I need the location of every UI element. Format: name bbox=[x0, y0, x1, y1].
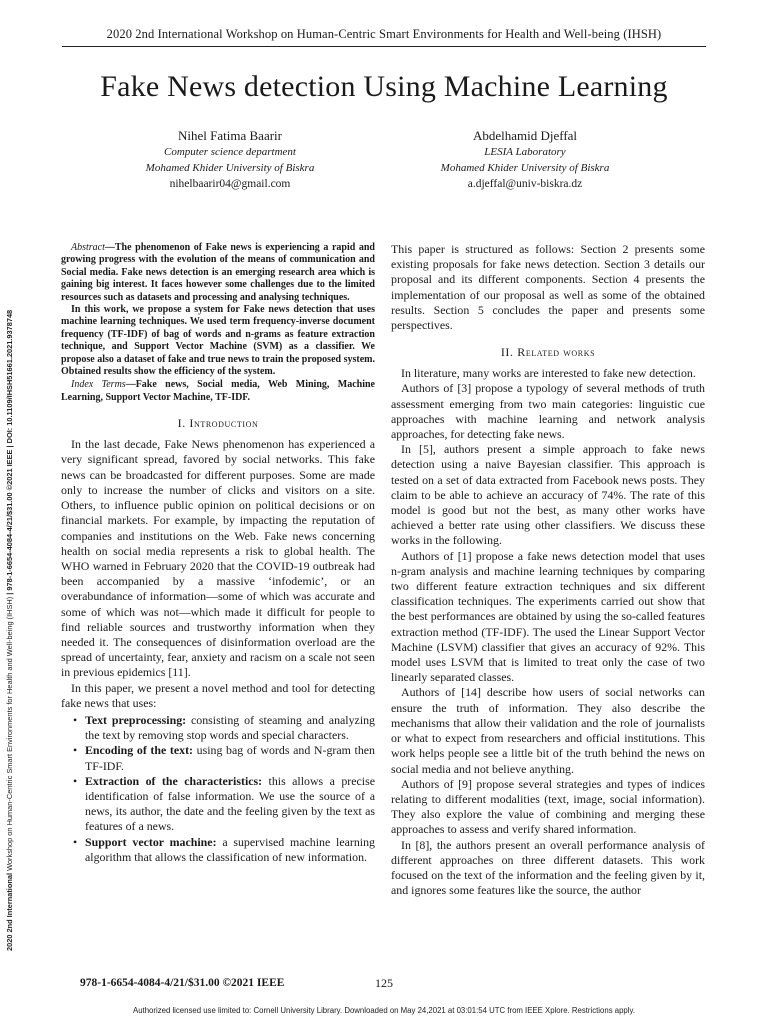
list-item-term: Text preprocessing: bbox=[85, 712, 187, 727]
bullet-icon: • bbox=[73, 834, 78, 849]
page-number: 125 bbox=[375, 976, 393, 990]
list-item-term: Extraction of the characteristics: bbox=[85, 773, 263, 788]
list-item bbox=[61, 713, 375, 743]
author-name: Abdelhamid Djeffal bbox=[472, 128, 578, 143]
body-paragraph: In [5], authors present a simple approach to fake news detection using a naive Bayesian classifier. This approach is tested on a set of data extracted from Facebook news posts. They claim to be able to achieve an accuracy of 74%. The rate of this model is good but not the best, as many other works have achieved a better rate using other classifiers. We discuss these works in the following. bbox=[391, 442, 705, 548]
side-doi-stamp bbox=[5, 131, 17, 951]
introduction-body bbox=[61, 437, 375, 711]
related-works-body bbox=[391, 366, 705, 898]
author-institution: Mohamed Khider University of Biskra bbox=[440, 162, 610, 174]
section-title: Introduction bbox=[189, 416, 259, 431]
list-item-term: Encoding of the text: bbox=[85, 743, 194, 758]
author-department: Computer science department bbox=[164, 146, 296, 158]
body-paragraph: Authors of [1] propose a fake news detection model that uses n-gram analysis and machine learning techniques by comparing two different feature extraction techniques and six different classification techniques. The experiments carried out show that the best performances are obtained by using the so-called features extraction method (TF-IDF). The used the Linear Support Vector Machine (LSVM) classifier that gives an accuracy of 92%. This model uses LSVM that is limited to treat only the case of two linearly separated classes. bbox=[391, 548, 705, 685]
index-terms-lead: Index Terms bbox=[71, 379, 126, 391]
bullet-icon: • bbox=[73, 712, 78, 727]
author-name: Nihel Fatima Baarir bbox=[178, 128, 282, 143]
section-heading-related-works bbox=[391, 345, 705, 360]
license-notice: Authorized licensed use limited to: Cornell University Library. Downloaded on May 24,2021 at 03:01:54 UTC from IEEE Xplore. Restrictions apply. bbox=[133, 1006, 635, 1015]
body-paragraph: This paper is structured as follows: Section 2 presents some existing proposals for fake news detection. Section 3 details our proposal and its different components. Section 4 presents the implementation of our proposal as well as some of the obtained results. Section 5 concludes the paper and presents some perspectives. bbox=[391, 242, 705, 333]
author-department: LESIA Laboratory bbox=[484, 146, 566, 158]
bullet-icon: • bbox=[73, 773, 78, 788]
section-heading-introduction bbox=[61, 416, 375, 431]
section-numeral: I. bbox=[177, 416, 190, 431]
paper-title: Fake News detection Using Machine Learning bbox=[100, 70, 668, 103]
author-block-2 bbox=[375, 128, 675, 192]
structure-paragraph-block bbox=[391, 242, 705, 333]
body-paragraph: Authors of [3] propose a typology of several methods of truth assessment emerging from two main categories: linguistic cue approaches with machine learning and network analysis approaches, for detecting fake news. bbox=[391, 381, 705, 442]
body-paragraph: In [8], the authors present an overall performance analysis of different approaches on three different datasets. This work focused on the text of the information and the feeling given by it, and ignores some features like the source, the author bbox=[391, 837, 705, 898]
section-title: Related works bbox=[517, 345, 596, 360]
author-email: nihelbaarir04@gmail.com bbox=[169, 178, 291, 190]
list-item-text: this allows a precise identification of false information. We use the source of a news, its author, the date and the feeling given by the text as features of a news. bbox=[85, 773, 375, 834]
header-rule bbox=[62, 46, 706, 47]
index-terms-text: —Fake news, Social media, Web Mining, Machine Learning, Support Vector Machine, TF-IDF. bbox=[61, 379, 375, 403]
author-block-1 bbox=[80, 128, 380, 192]
author-institution: Mohamed Khider University of Biskra bbox=[145, 162, 315, 174]
side-stamp-workshop-rest: Workshop on Human-Centric Smart Environments for Health and Well-being (IHSH) bbox=[5, 596, 14, 871]
body-paragraph: Authors of [14] describe how users of social networks can ensure the truth of information. They also describe the mechanisms that allow their validation and the role of journalists or what to expect from researchers and official institutions. This work helps people see a little bit of the truth behind the news on social media and not believe anything. bbox=[391, 685, 705, 776]
body-paragraph: In the last decade, Fake News phenomenon has experienced a very significant spread, favored by social networks. This fake news can be broadcasted for different purposes. Some are made only to increase the number of clicks and visitors on a site. Others, to influence public opinion on political decisions or on financial markets. For example, by impacting the reputation of companies and institutions on the Web. Fake news concerning health on social media represents a risk to global health. The WHO warned in February 2020 that the COVID-19 outbreak had been accompanied by a massive ‘infodemic’, or an overabundance of information—some of which was accurate and some of which was not—which made it difficult for people to find reliable sources and trustworthy information when they needed it. The consequences of disinformation overload are the spread of uncertainty, fear, anxiety and racism on a scale not seen in previous epidemics [11]. bbox=[61, 437, 375, 680]
body-paragraph: In literature, many works are interested to fake new detection. bbox=[401, 366, 696, 381]
left-column bbox=[61, 242, 375, 865]
contribution-list bbox=[61, 713, 375, 865]
copyright-footer: 978-1-6654-4084-4/21/$31.00 ©2021 IEEE bbox=[80, 977, 285, 989]
side-stamp-ids: | 978-1-6654-4084-4/21/$31.00 ©2021 IEEE | DOI: 10.1109/IHSH51661.2021.9378748 bbox=[5, 309, 14, 595]
side-stamp-workshop: 2020 2nd International bbox=[5, 872, 14, 951]
abstract-text-1: —The phenomenon of Fake news is experiencing a rapid and growing progress with the evolution of the means of communication and Social media. Fake news detection is an emerging research area which is gaining big interest. It faces however some challenges due to the limited resources such as datasets and processing and analysing techniques. bbox=[61, 242, 375, 303]
index-terms bbox=[61, 379, 375, 404]
bullet-icon: • bbox=[73, 743, 78, 758]
list-item-text: a supervised machine learning algorithm that allows the classification of new information. bbox=[85, 834, 375, 864]
author-email: a.djeffal@univ-biskra.dz bbox=[467, 178, 583, 190]
abstract bbox=[61, 242, 375, 378]
body-paragraph: Authors of [9] propose several strategies and types of indices relating to different modalities (text, image, social information). They also explore the value of combining and merging these approaches to assess and verify shared information. bbox=[391, 776, 705, 837]
abstract-paragraph-1 bbox=[61, 242, 375, 304]
list-item-text: consisting of steaming and analyzing the text by removing stop words and special characters. bbox=[85, 712, 376, 743]
list-item-text: using bag of words and N-gram then TF-IDF. bbox=[85, 743, 375, 773]
list-item bbox=[61, 835, 375, 865]
list-item bbox=[61, 743, 375, 773]
body-paragraph: In this paper, we present a novel method and tool for detecting fake news that uses: bbox=[61, 680, 375, 710]
list-item-term: Support vector machine: bbox=[85, 834, 217, 849]
abstract-lead: Abstract bbox=[71, 242, 105, 253]
list-item bbox=[61, 774, 375, 835]
right-column bbox=[391, 242, 705, 898]
abstract-paragraph-2: In this work, we propose a system for Fake news detection that uses machine learning techniques. We used term frequency-inverse document frequency (TF-IDF) of bag of words and n-grams as feature extraction technique, and Support Vector Machine (SVM) as a classifier. We propose also a dataset of fake and true news to train the proposed system. Obtained results show the efficiency of the system. bbox=[61, 304, 375, 378]
conference-header: 2020 2nd International Workshop on Human-Centric Smart Environments for Health and Well-being (IHSH) bbox=[106, 27, 662, 41]
section-numeral: II. bbox=[500, 345, 518, 360]
